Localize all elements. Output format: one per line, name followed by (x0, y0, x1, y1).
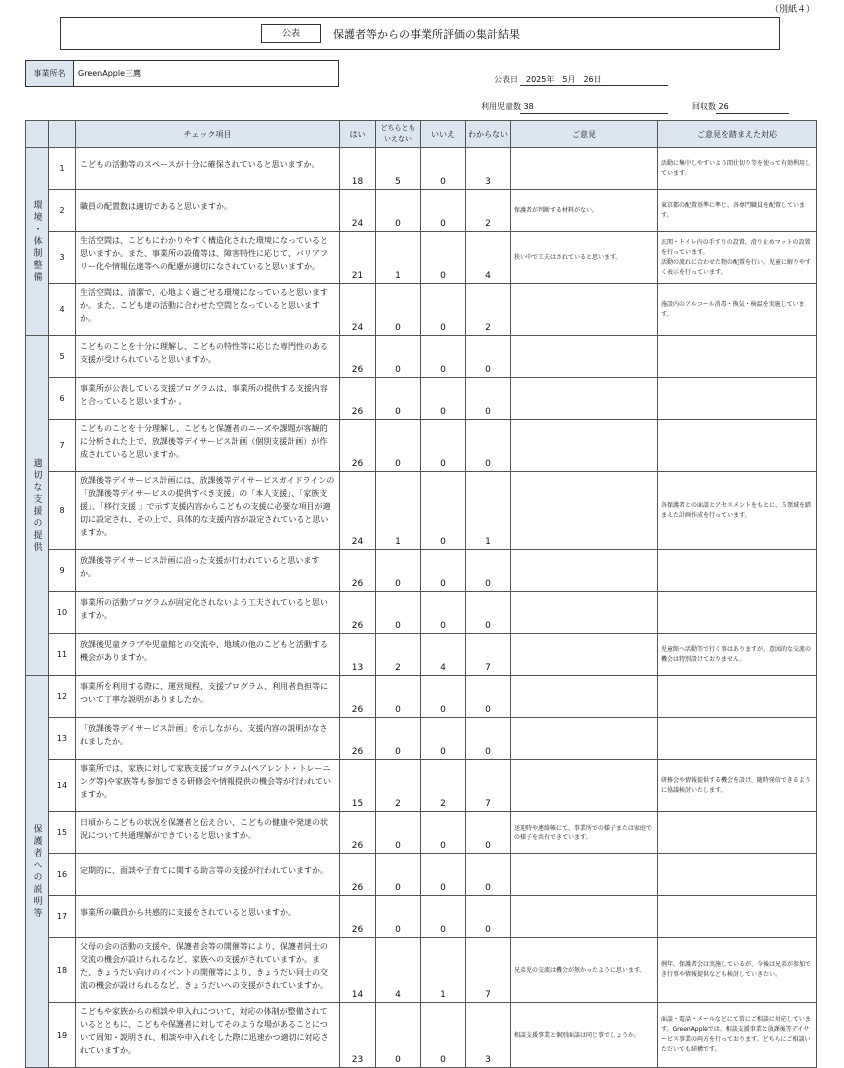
row-number: 8 (49, 472, 76, 550)
neither-count: 0 (376, 190, 421, 232)
neither-count: 4 (376, 938, 421, 1003)
no-count: 0 (421, 718, 466, 760)
check-item: 生活空間は、清潔で、心地よく過ごせる環境になっていると思いますか。また、こども達の活動に合わせた空間となっていると思いますか。 (76, 284, 340, 336)
yes-count: 14 (340, 938, 376, 1003)
no-count: 0 (421, 896, 466, 938)
check-item: 放課後等デイサービス計画には、放課後等デイサービスガイドラインの「放課後等デイサービスの提供すべき支援」の「本人支援」、「家族支援」、「移行支援 」で示す支援内容からこどもの支援に必要な項目が適切に設定され、その上で、具体的な支援内容が設定されていると思いますか。 (76, 472, 340, 550)
no-count: 0 (421, 232, 466, 284)
no-count: 0 (421, 854, 466, 896)
row-number: 18 (49, 938, 76, 1003)
row-number: 4 (49, 284, 76, 336)
row-number: 6 (49, 378, 76, 420)
no-count: 0 (421, 420, 466, 472)
check-item: 日頃からこどもの状況を保護者と伝え合い、こどもの健康や発達の状況について共通理解ができていると思いますか。 (76, 812, 340, 854)
unknown-count: 1 (466, 472, 511, 550)
opinion-cell: 兄弟児の交流は機会が無かったように思います。 (511, 938, 658, 1003)
row-number: 3 (49, 232, 76, 284)
row-number: 7 (49, 420, 76, 472)
check-item: 事業所では、家族に対して家族支援プログラム(ペアレント・トレーニング等)や家族等も参加できる研修会や情報提供の機会等が行われていますか。 (76, 760, 340, 812)
opinion-cell (511, 854, 658, 896)
no-count: 0 (421, 812, 466, 854)
office-box (25, 60, 339, 87)
response-cell (658, 592, 817, 634)
opinion-cell: 狭い中で工夫はされていると思います。 (511, 232, 658, 284)
neither-count: 0 (376, 896, 421, 938)
page-title: 保護者等からの事業所評価の集計結果 (333, 28, 520, 41)
no-count: 0 (421, 550, 466, 592)
response-cell: 各保護者との面談とアセスメントをもとに、５領域を踏まえた計画作成を行っています。 (658, 472, 817, 550)
header-neither: どちらとも いえない (376, 121, 421, 148)
table-row (26, 284, 817, 336)
table-row (26, 190, 817, 232)
table-row (26, 718, 817, 760)
table-row (26, 676, 817, 718)
no-count: 0 (421, 472, 466, 550)
row-number: 9 (49, 550, 76, 592)
user-count: 利用児童数 38 (481, 102, 534, 111)
row-number: 15 (49, 812, 76, 854)
publication-date: 公表日 2025年 5月 26日 (494, 75, 602, 84)
unknown-count: 7 (466, 760, 511, 812)
check-item: 事業所の活動プログラムが固定化されないよう工夫されていると思いますか。 (76, 592, 340, 634)
no-count: 4 (421, 634, 466, 676)
no-count: 0 (421, 1003, 466, 1068)
unknown-count: 0 (466, 812, 511, 854)
check-item: 定期的に、面談や子育てに関する助言等の支援が行われていますか。 (76, 854, 340, 896)
no-count: 0 (421, 148, 466, 190)
unknown-count: 3 (466, 148, 511, 190)
opinion-cell (511, 336, 658, 378)
no-count: 0 (421, 336, 466, 378)
header-response: ご意見を踏まえた対応 (658, 121, 817, 148)
no-count: 1 (421, 938, 466, 1003)
no-count: 0 (421, 284, 466, 336)
row-number: 13 (49, 718, 76, 760)
table-row (26, 420, 817, 472)
response-cell: 活動に集中しやすいよう間仕切り等を使って有効利用しています。 (658, 148, 817, 190)
response-cell (658, 378, 817, 420)
response-count-underline (716, 113, 789, 114)
no-count: 0 (421, 676, 466, 718)
neither-count: 0 (376, 812, 421, 854)
yes-count: 26 (340, 854, 376, 896)
yes-count: 23 (340, 1003, 376, 1068)
opinion-cell (511, 148, 658, 190)
table-header-row (26, 121, 817, 148)
yes-count: 13 (340, 634, 376, 676)
table-row (26, 938, 817, 1003)
opinion-cell (511, 634, 658, 676)
neither-count: 0 (376, 718, 421, 760)
table-row (26, 1003, 817, 1068)
table-row (26, 592, 817, 634)
opinion-cell (511, 896, 658, 938)
category-label: 保護者への説明等 (31, 823, 42, 920)
no-count: 0 (421, 592, 466, 634)
row-number: 19 (49, 1003, 76, 1068)
opinion-cell: 保護者が判断する材料がない。 (511, 190, 658, 232)
opinion-cell: 相談支援事業と個別面談は同じ事でしょうか。 (511, 1003, 658, 1068)
user-count-underline (520, 113, 668, 114)
header-unknown: わからない (466, 121, 511, 148)
check-item: こどもの活動等のスペースが十分に確保されていると思いますか。 (76, 148, 340, 190)
row-number: 17 (49, 896, 76, 938)
unknown-count: 4 (466, 232, 511, 284)
response-cell (658, 676, 817, 718)
no-count: 0 (421, 378, 466, 420)
header-yes: はい (340, 121, 376, 148)
yes-count: 24 (340, 284, 376, 336)
row-number: 16 (49, 854, 76, 896)
response-cell: 東京都の配置基準に準じ、各専門職員を配置しています。 (658, 190, 817, 232)
row-number: 12 (49, 676, 76, 718)
check-item: 放課後等デイサービス計画に沿った支援が行われていると思いますか。 (76, 550, 340, 592)
row-number: 11 (49, 634, 76, 676)
opinion-cell (511, 550, 658, 592)
unknown-count: 0 (466, 336, 511, 378)
unknown-count: 2 (466, 190, 511, 232)
neither-count: 0 (376, 550, 421, 592)
neither-count: 0 (376, 592, 421, 634)
header-opinion: ご意見 (511, 121, 658, 148)
header-no: いいえ (421, 121, 466, 148)
yes-count: 24 (340, 472, 376, 550)
table-row (26, 232, 817, 284)
unknown-count: 0 (466, 718, 511, 760)
unknown-count: 0 (466, 420, 511, 472)
unknown-count: 0 (466, 592, 511, 634)
opinion-cell (511, 676, 658, 718)
header-number (49, 121, 76, 148)
unknown-count: 7 (466, 634, 511, 676)
response-cell (658, 896, 817, 938)
response-cell (658, 718, 817, 760)
opinion-cell (511, 760, 658, 812)
table-row (26, 812, 817, 854)
response-count: 回収数 26 (692, 102, 729, 111)
unknown-count: 0 (466, 896, 511, 938)
yes-count: 26 (340, 812, 376, 854)
yes-count: 15 (340, 760, 376, 812)
check-item: 職員の配置数は適切であると思いますか。 (76, 190, 340, 232)
check-item: 放課後児童クラブや児童館との交流や、地域の他のこどもと活動する機会がありますか。 (76, 634, 340, 676)
neither-count: 0 (376, 676, 421, 718)
unknown-count: 0 (466, 676, 511, 718)
header-check-item: チェック項目 (76, 121, 340, 148)
check-item: 父母の会の活動の支援や、保護者会等の開催等により、保護者同士の交流の機会が設けられるなど、家族への支援がされていますか。また、きょうだい向けのイベントの開催等により、きょうだい同士の交流の機会が設けられるなど、きょうだいへの支援がされていますか。 (76, 938, 340, 1003)
yes-count: 26 (340, 420, 376, 472)
row-number: 14 (49, 760, 76, 812)
office-label: 事業所名 (26, 61, 74, 86)
header-category (26, 121, 49, 148)
check-item: こどもや家族からの相談や申入れについて、対応の体制が整備されているとともに、こどもや保護者に対してそのような場があることについて周知・説明され、相談や申入れをした際に迅速かつ適切に対応されていますか。 (76, 1003, 340, 1068)
check-item: こどものことを十分理解し、こどもと保護者のニーズや課題が客観的に分析された上で、放課後等デイサービス計画（個別支援計画）が作成されていると思いますか。 (76, 420, 340, 472)
category-cell (26, 336, 49, 676)
check-item: こどものことを十分に理解し、こどもの特性等に応じた専門性のある支援が受けられていると思いますか。 (76, 336, 340, 378)
yes-count: 21 (340, 232, 376, 284)
check-item: 事業所を利用する際に、運営規程、支援プログラム、利用者負担等について丁寧な説明がありましたか。 (76, 676, 340, 718)
row-number: 1 (49, 148, 76, 190)
unknown-count: 0 (466, 550, 511, 592)
row-number: 10 (49, 592, 76, 634)
check-item: 事業所が公表している支援プログラムは、事業所の提供する支援内容と合っていると思いますか 。 (76, 378, 340, 420)
table-row (26, 760, 817, 812)
yes-count: 26 (340, 336, 376, 378)
yes-count: 26 (340, 718, 376, 760)
unknown-count: 3 (466, 1003, 511, 1068)
response-cell (658, 420, 817, 472)
yes-count: 24 (340, 190, 376, 232)
neither-count: 1 (376, 232, 421, 284)
response-cell (658, 550, 817, 592)
unknown-count: 0 (466, 854, 511, 896)
table-row (26, 336, 817, 378)
yes-count: 26 (340, 550, 376, 592)
neither-count: 0 (376, 854, 421, 896)
unknown-count: 7 (466, 938, 511, 1003)
category-cell (26, 148, 49, 336)
opinion-cell (511, 284, 658, 336)
opinion-cell (511, 472, 658, 550)
opinion-cell (511, 420, 658, 472)
category-cell (26, 676, 49, 1068)
opinion-cell: 送迎時や連絡帳にて、事業所での様子または家庭での様子を共有できています。 (511, 812, 658, 854)
yes-count: 26 (340, 896, 376, 938)
response-cell: 例年、保護者会は実施しているが、今後は兄弟が参加でき行事や情報提供なども検討していきたい。 (658, 938, 817, 1003)
yes-count: 18 (340, 148, 376, 190)
table-row (26, 472, 817, 550)
check-item: 「放課後等デイサービス計画」を示しながら、支援内容の説明がなされましたか。 (76, 718, 340, 760)
title-box (60, 17, 780, 50)
neither-count: 2 (376, 760, 421, 812)
neither-count: 0 (376, 284, 421, 336)
response-cell: 研修会や情報提供する機会を設け、随時発信できるように協議検討いたします。 (658, 760, 817, 812)
office-name: GreenApple三鷹 (78, 69, 141, 78)
neither-count: 1 (376, 472, 421, 550)
neither-count: 0 (376, 420, 421, 472)
opinion-cell (511, 718, 658, 760)
annex-label: （別紙４） (770, 5, 816, 15)
response-cell: 面談・電話・メールなどにて常にご相談に対応しています。GreenAppleでは、相談支援事業と放課後等デイサービス事業の両方を行っております。どちらにご相談いただいても結構です。 (658, 1003, 817, 1068)
row-number: 5 (49, 336, 76, 378)
neither-count: 0 (376, 1003, 421, 1068)
table-row (26, 378, 817, 420)
opinion-cell (511, 592, 658, 634)
table-row (26, 896, 817, 938)
table-row (26, 148, 817, 190)
unknown-count: 2 (466, 284, 511, 336)
yes-count: 26 (340, 676, 376, 718)
row-number: 2 (49, 190, 76, 232)
table-row (26, 550, 817, 592)
neither-count: 0 (376, 378, 421, 420)
response-cell (658, 336, 817, 378)
table-row (26, 634, 817, 676)
unknown-count: 0 (466, 378, 511, 420)
response-cell (658, 812, 817, 854)
check-item: 生活空間は、こどもにわかりやすく構造化された環境になっていると思いますか。また、事業所の設備等は、障害特性に応じて、バリアフリー化や情報伝達等への配慮が適切になされていると思いますか。 (76, 232, 340, 284)
opinion-cell (511, 378, 658, 420)
response-cell: 玄関・トイレ内の手すりの設置、滑り止めマットの設置を行っています。 活動の流れに合わせた物の配置を行い、児童に解りやすく表示を行っています。 (658, 232, 817, 284)
response-cell: 施設内のアルコール消毒・換気・検温を実施しています。 (658, 284, 817, 336)
neither-count: 5 (376, 148, 421, 190)
no-count: 2 (421, 760, 466, 812)
response-cell (658, 854, 817, 896)
neither-count: 2 (376, 634, 421, 676)
response-cell: 児童館へ活動等で行く事はありますが、意図的な交流の機会は特別設けておりません。 (658, 634, 817, 676)
table-row (26, 854, 817, 896)
neither-count: 0 (376, 336, 421, 378)
evaluation-table (25, 120, 817, 1068)
category-label: 環境・体制整備 (31, 199, 42, 284)
yes-count: 26 (340, 378, 376, 420)
check-item: 事業所の職員から共感的に支援をされていると思いますか。 (76, 896, 340, 938)
category-label: 適切な支援の提供 (31, 457, 42, 554)
yes-count: 26 (340, 592, 376, 634)
no-count: 0 (421, 190, 466, 232)
date-underline (520, 85, 668, 86)
public-tag: 公表 (261, 24, 321, 43)
